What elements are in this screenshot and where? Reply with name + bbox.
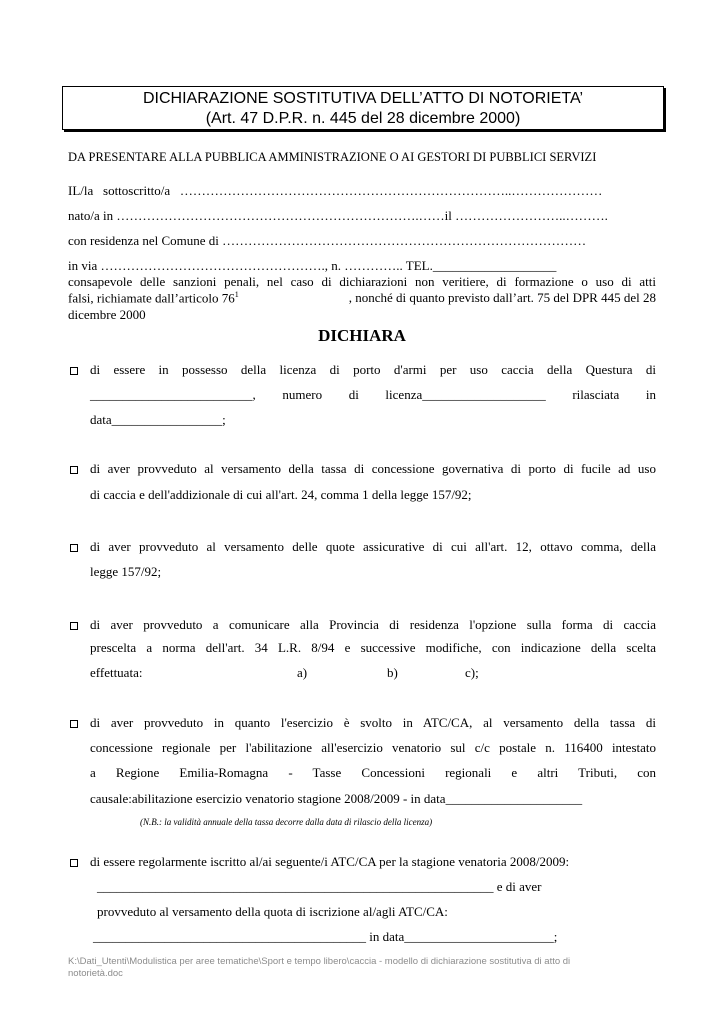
item5-note: (N.B.: la validità annuale della tassa decorre dalla data di rilascio della licenza): [140, 817, 433, 827]
checkbox-icon[interactable]: [70, 367, 78, 375]
footer-line-2: notorietà.doc: [68, 968, 123, 979]
item6-line-4[interactable]: __________________________________________ in data_______________________;: [93, 929, 558, 944]
item4-option-c[interactable]: c);: [465, 665, 479, 680]
item6-line-3: provveduto al versamento della quota di iscrizione al/agli ATC/CA:: [97, 904, 448, 919]
via-label: in via: [68, 258, 101, 273]
item5-line-3: a Regione Emilia-Romagna - Tasse Concessioni regionali e altri Tributi, con: [90, 765, 656, 780]
item5-line-2: concessione regionale per l'abilitazione all'esercizio venatorio sul c/c postale n. 116400 intestato: [90, 740, 656, 755]
item5-line-1: di aver provveduto in quanto l'esercizio è svolto in ATC/CA, al versamento della tassa di: [90, 715, 656, 730]
item3-line-1: di aver provveduto al versamento delle quote assicurative di cui all'art. 12, ottavo comma, della: [90, 539, 656, 554]
via-field: [68, 258, 556, 274]
consapevole-line-3: dicembre 2000: [68, 307, 146, 322]
checkbox-icon[interactable]: [70, 466, 78, 474]
item5-line-4[interactable]: causale:abilitazione esercizio venatorio stagione 2008/2009 - in data_____________________: [90, 791, 583, 806]
item4-option-a[interactable]: a): [297, 665, 308, 680]
checkbox-icon[interactable]: [70, 720, 78, 728]
sottoscritto-field: [68, 183, 602, 199]
item4-effettuata-label: effettuata:: [90, 665, 143, 680]
consapevole-line-2: [68, 290, 656, 306]
sottoscritto-label: IL/la sottoscritto/a: [68, 183, 180, 198]
sottoscritto-blank[interactable]: …………………………………………………………………..…………………: [179, 183, 603, 198]
residenza-field: [68, 233, 586, 249]
checkbox-icon[interactable]: [70, 622, 78, 630]
document-title: DICHIARAZIONE SOSTITUTIVA DELL’ATTO DI NOTORIETA’: [142, 90, 584, 107]
dichiara-heading: DICHIARA: [318, 326, 406, 345]
item1-line-2[interactable]: _________________________, numero di licenza___________________ rilasciata in: [90, 387, 656, 402]
nato-blank[interactable]: …………………………………………………………….……il ……………………..……….: [116, 208, 608, 223]
item6-line-1: di essere regolarmente iscritto al/ai seguente/i ATC/CA per la stagione venatoria 2008/2009:: [90, 854, 570, 869]
item1-line-3[interactable]: data_________________;: [90, 412, 226, 427]
nato-field: [68, 208, 608, 224]
item4-option-b[interactable]: b): [387, 665, 398, 680]
file-path-footer: [68, 956, 668, 980]
item6-line-2[interactable]: _____________________________________________________________ e di aver: [97, 879, 542, 894]
consapevole-line-2-pre: falsi, richiamate dall’articolo 76: [68, 290, 235, 306]
item4-line-1: di aver provveduto a comunicare alla Provincia di residenza l'opzione sulla forma di caccia: [90, 617, 656, 632]
title-box: [62, 86, 664, 130]
footer-line-1: K:\Dati_Utenti\Modulistica per aree tematiche\Sport e tempo libero\caccia - modello di dichiarazione sostitutiva di atto di: [68, 956, 571, 967]
item4-line-2: prescelta a norma dell'art. 34 L.R. 8/94 e successive modifiche, con indicazione della scelta: [90, 640, 656, 655]
item1-line-1: di essere in possesso della licenza di porto d'armi per uso caccia della Questura di: [90, 362, 656, 377]
consapevole-line-2-post: , nonché di quanto previsto dall’art. 75 del DPR 445 del 28: [345, 290, 656, 305]
document-subtitle: (Art. 47 D.P.R. n. 445 del 28 dicembre 2000): [205, 110, 521, 127]
residenza-label: con residenza nel Comune di: [68, 233, 223, 248]
intro-text: DA PRESENTARE ALLA PUBBLICA AMMINISTRAZIONE O AI GESTORI DI PUBBLICI SERVIZI: [68, 150, 597, 164]
via-blank[interactable]: ……………………………………………., n. ………….. TEL.___________________: [100, 258, 557, 273]
item2-line-2: di caccia e dell'addizionale di cui all'art. 24, comma 1 della legge 157/92;: [90, 487, 472, 502]
residenza-blank[interactable]: …………………………………………………………………………: [222, 233, 587, 248]
checkbox-icon[interactable]: [70, 859, 78, 867]
checkbox-icon[interactable]: [70, 544, 78, 552]
consapevole-line-1: consapevole delle sanzioni penali, nel caso di dichiarazioni non veritiere, di formazione o uso di atti: [68, 274, 656, 289]
nato-label: nato/a in: [68, 208, 117, 223]
footnote-marker: 1: [234, 290, 239, 299]
item2-line-1: di aver provveduto al versamento della tassa di concessione governativa di porto di fucile ad uso: [90, 461, 656, 476]
item3-line-2: legge 157/92;: [90, 564, 162, 579]
